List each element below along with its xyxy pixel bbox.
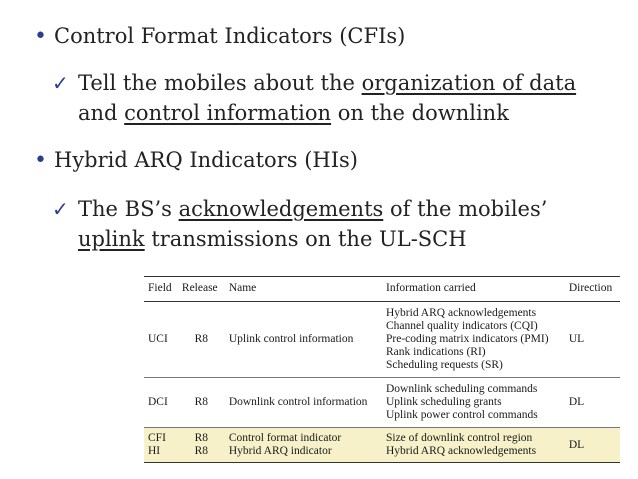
info-line: Uplink scheduling grants xyxy=(385,396,502,408)
release-line: R8 xyxy=(194,445,209,457)
bullet-cfi xyxy=(34,22,405,51)
text-run: The BS’s xyxy=(78,197,179,221)
cell-field: DCI xyxy=(144,378,178,428)
underlined-text: control information xyxy=(124,101,332,125)
header-direction: Direction xyxy=(565,277,620,302)
text-run: Tell the mobiles about the xyxy=(78,71,362,95)
check-icon: ✓ xyxy=(52,197,69,221)
subpoint-line-1 xyxy=(52,194,547,224)
text-run: transmissions on the UL-SCH xyxy=(144,227,467,251)
info-line: Scheduling requests (SR) xyxy=(385,359,503,371)
subpoint-line-2 xyxy=(52,224,547,254)
cell-release: R8 xyxy=(178,378,225,428)
table-row xyxy=(144,378,620,428)
name-line: Control format indicator xyxy=(228,432,342,444)
cell-name: Downlink control information xyxy=(225,378,382,428)
cell-direction: DL xyxy=(565,428,620,463)
cell-info xyxy=(382,378,565,428)
bullet-hi xyxy=(34,146,358,175)
cell-direction: DL xyxy=(565,378,620,428)
cell-info xyxy=(382,428,565,463)
header-release: Release xyxy=(178,277,225,302)
info-line: Channel quality indicators (CQI) xyxy=(385,320,538,332)
cell-direction: UL xyxy=(565,302,620,378)
name-line: Hybrid ARQ indicator xyxy=(228,445,332,457)
table-row xyxy=(144,428,620,463)
info-line: Hybrid ARQ acknowledgements xyxy=(385,307,537,319)
underlined-text: uplink xyxy=(78,227,145,251)
info-line: Rank indications (RI) xyxy=(385,346,486,358)
subpoint-line-1 xyxy=(52,68,576,98)
underlined-text: organization of data xyxy=(361,71,577,95)
cell-field: UCI xyxy=(144,302,178,378)
header-info: Information carried xyxy=(382,277,565,302)
bullet-text: Control Format Indicators (CFIs) xyxy=(54,24,406,48)
cell-name: Uplink control information xyxy=(225,302,382,378)
bullet-dot-icon: • xyxy=(34,24,47,49)
info-line: Uplink power control commands xyxy=(385,409,538,421)
subpoint-hi xyxy=(52,194,547,254)
bullet-dot-icon: • xyxy=(34,148,47,173)
text-run: and xyxy=(78,101,125,125)
cell-name xyxy=(225,428,382,463)
info-line: Downlink scheduling commands xyxy=(385,383,538,395)
check-icon: ✓ xyxy=(52,71,69,95)
subpoint-cfi xyxy=(52,68,576,128)
table-row xyxy=(144,302,620,378)
cell-release: R8 xyxy=(178,302,225,378)
table-header-row xyxy=(144,277,620,302)
info-line: Hybrid ARQ acknowledgements xyxy=(385,445,537,457)
cell-release xyxy=(178,428,225,463)
field-line: CFI xyxy=(148,432,166,444)
bullet-text: Hybrid ARQ Indicators (HIs) xyxy=(54,148,358,172)
text-run: of the mobiles’ xyxy=(383,197,548,221)
info-line: Pre-coding matrix indicators (PMI) xyxy=(385,333,549,345)
header-name: Name xyxy=(225,277,382,302)
field-line: HI xyxy=(148,445,161,457)
control-info-table xyxy=(144,276,620,463)
cell-field xyxy=(144,428,178,463)
text-run: on the downlink xyxy=(331,101,509,125)
release-line: R8 xyxy=(194,432,209,444)
info-line: Size of downlink control region xyxy=(385,432,533,444)
header-field: Field xyxy=(144,277,178,302)
cell-info xyxy=(382,302,565,378)
subpoint-line-2 xyxy=(52,98,576,128)
underlined-text: acknowledgements xyxy=(178,197,384,221)
